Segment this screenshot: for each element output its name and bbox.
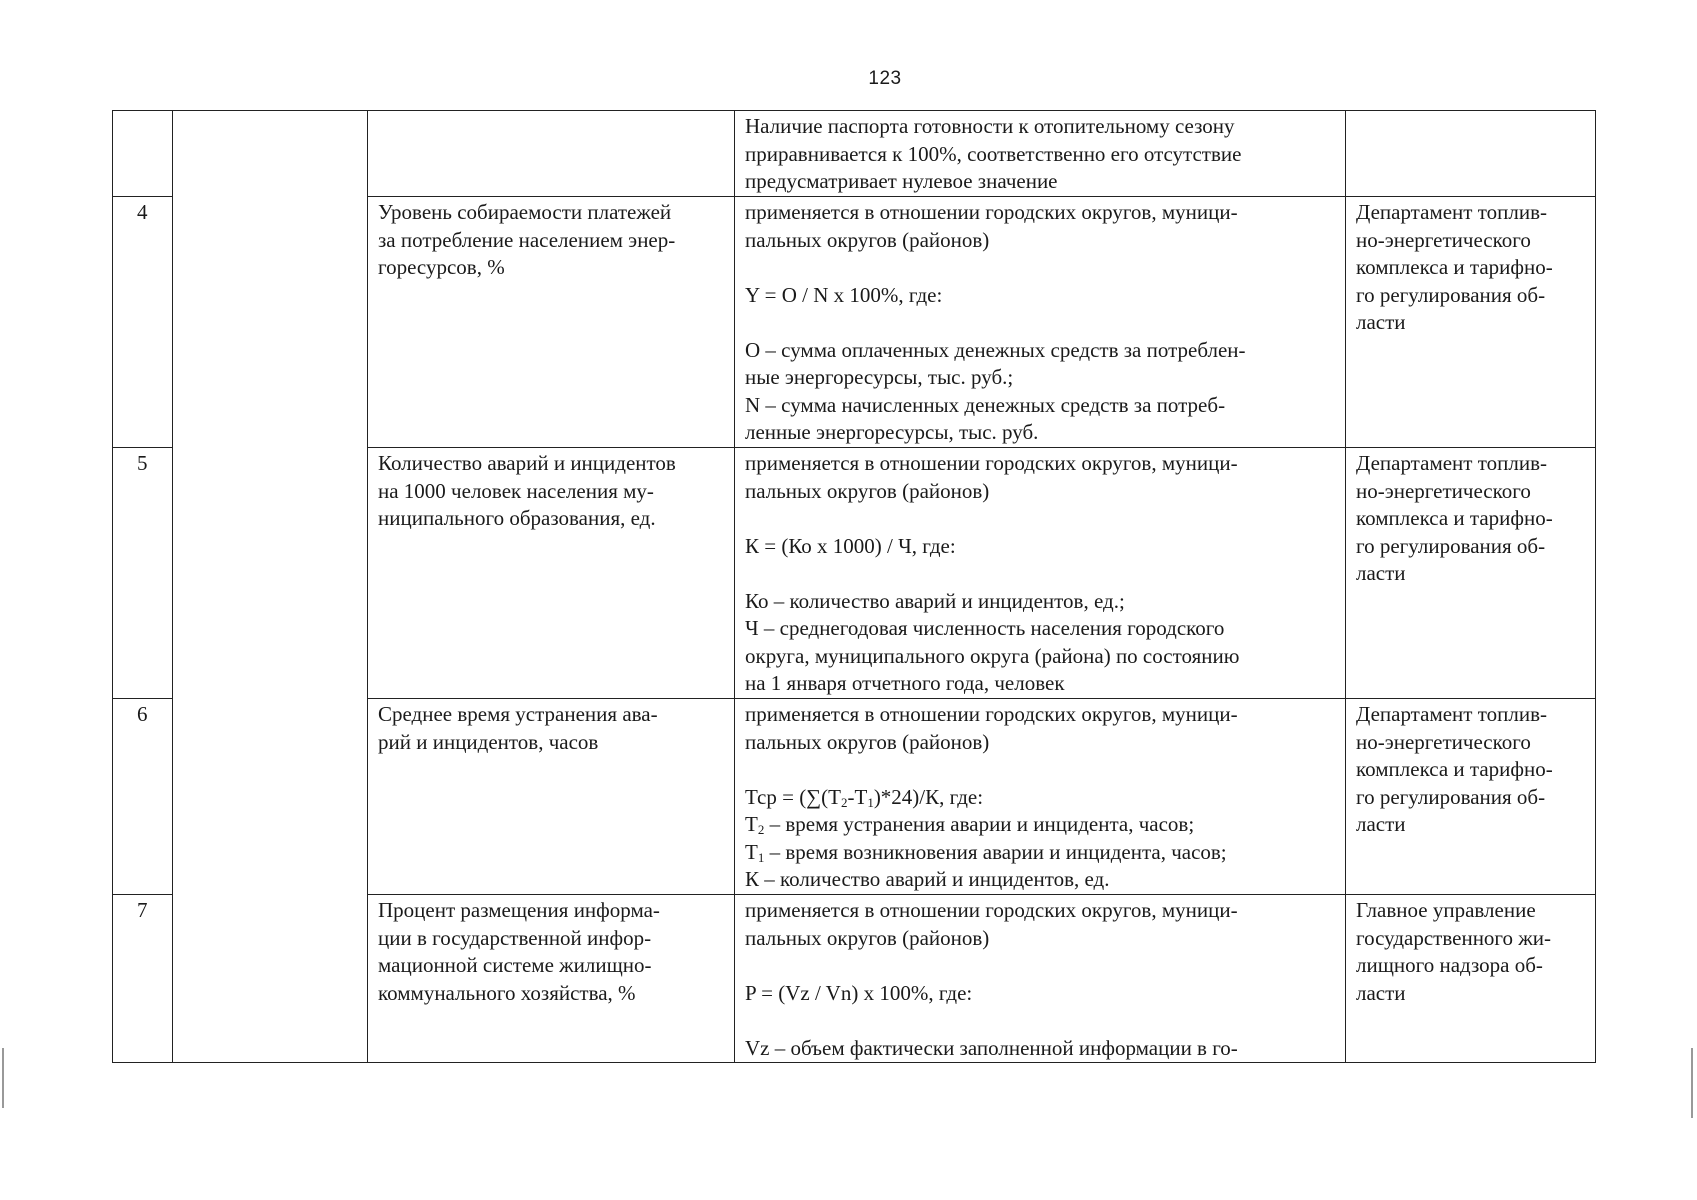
indicator-name-cell: Уровень собираемости платежей за потребление населением энер- горесурсов, % [368,197,735,448]
formula: Y = O / N x 100%, где: [745,282,943,307]
indicator-name-cell: Среднее время устранения ава- рий и инцидентов, часов [368,699,735,895]
formula: К = (Ко х 1000) / Ч, где: [745,533,956,558]
row-number: 5 [113,448,173,699]
formula: Тср = $(\sum(Т_2-Т_1)*24)/К$, где: [745,784,984,810]
indicator-name-cell: Процент размещения информа- ции в государственной инфор- мационной системе жилищно- коммунального хозяйства, % [368,895,735,1063]
responsible-cell: Главное управление государственного жи- лищного надзора об- ласти [1346,895,1596,1063]
method-cell: применяется в отношении городских округов, муници- пальных округов (районов) Тср = $(\sum(Т_2-Т_1)*24)/К$, где: $Т_2$ – время устранения аварии и инцидента, часов; $Т_1$ – время возникновения аварии и инцидента, часов; К – количество аварий и инцидентов, ед. [735,699,1346,895]
merged-blank-cell [173,111,368,1063]
row-number: 7 [113,895,173,1063]
responsible-cell: Департамент топлив- но-энергетического комплекса и тарифно- го регулирования об- ласти [1346,699,1596,895]
row-number: 6 [113,699,173,895]
method-cell: применяется в отношении городских округов, муници- пальных округов (районов) P = (Vz / Vn) x 100%, где: Vz – объем фактически заполненной информации в го- [735,895,1346,1063]
method-cell: Наличие паспорта готовности к отопительному сезону приравнивается к 100%, соответственно его отсутствие предусматривает нулевое значение [735,111,1346,197]
method-cell: применяется в отношении городских округов, муници- пальных округов (районов) Y = O / N x 100%, где: O – сумма оплаченных денежных средств за потреблен- ные энергоресурсы, тыс. руб.; N – сумма начисленных денежных средств за потреб- ленные энергоресурсы, тыс. руб. [735,197,1346,448]
row-number: 4 [113,197,173,448]
indicator-name-cell: Количество аварий и инцидентов на 1000 человек населения му- ниципального образования, ед. [368,448,735,699]
indicators-table [112,110,1596,1063]
indicator-name-cell [368,111,735,197]
responsible-cell [1346,111,1596,197]
table-row [113,111,1596,197]
formula: P = (Vz / Vn) x 100%, где: [745,980,973,1005]
page-number: 123 [868,68,902,89]
responsible-cell: Департамент топлив- но-энергетического комплекса и тарифно- го регулирования об- ласти [1346,448,1596,699]
scan-edge-mark-left [2,1048,4,1108]
scan-edge-mark-right [1691,1048,1693,1118]
row-number [113,111,173,197]
responsible-cell: Департамент топлив- но-энергетического комплекса и тарифно- го регулирования об- ласти [1346,197,1596,448]
method-cell: применяется в отношении городских округов, муници- пальных округов (районов) К = (Ко х 1000) / Ч, где: Ко – количество аварий и инцидентов, ед.; Ч – среднегодовая численность населения городского округа, муниципального округа (района) по состоянию на 1 января отчетного года, человек [735,448,1346,699]
